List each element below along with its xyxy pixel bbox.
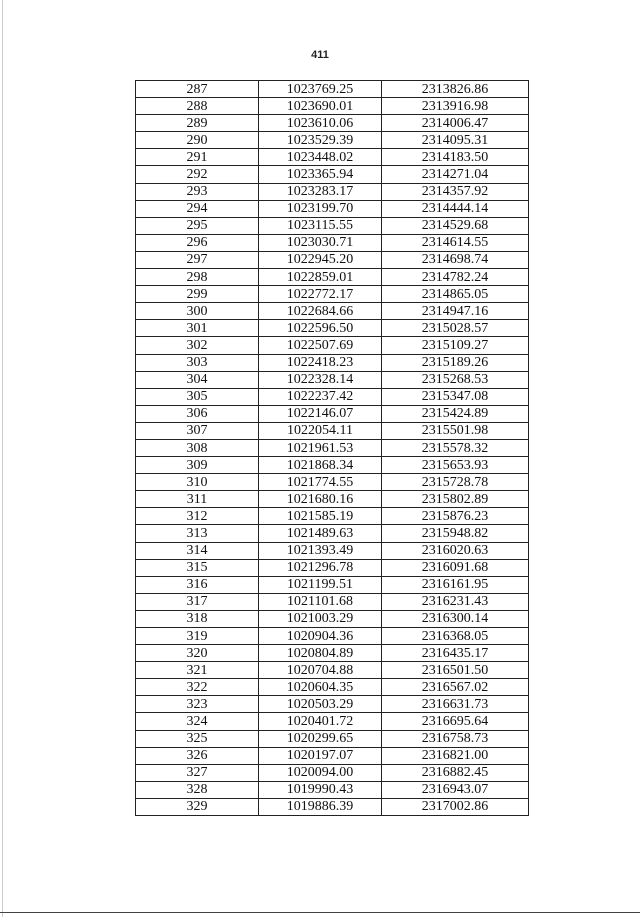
point-number-cell: 323 xyxy=(136,696,259,713)
table-row xyxy=(136,508,529,525)
x-coordinate-cell: 1023199.70 xyxy=(259,200,382,217)
x-coordinate-cell: 1023365.94 xyxy=(259,166,382,183)
x-coordinate-cell: 1022859.01 xyxy=(259,269,382,286)
y-coordinate-cell: 2315728.78 xyxy=(382,474,529,491)
y-coordinate-cell: 2315424.89 xyxy=(382,405,529,422)
table-row xyxy=(136,98,529,115)
table-row xyxy=(136,662,529,679)
y-coordinate-cell: 2316758.73 xyxy=(382,730,529,747)
point-number-cell: 287 xyxy=(136,81,259,98)
x-coordinate-cell: 1021680.16 xyxy=(259,491,382,508)
table-row xyxy=(136,422,529,439)
x-coordinate-cell: 1021489.63 xyxy=(259,525,382,542)
point-number-cell: 289 xyxy=(136,115,259,132)
y-coordinate-cell: 2317002.86 xyxy=(382,798,529,815)
table-row xyxy=(136,576,529,593)
x-coordinate-cell: 1021774.55 xyxy=(259,474,382,491)
x-coordinate-cell: 1019990.43 xyxy=(259,781,382,798)
x-coordinate-cell: 1021296.78 xyxy=(259,559,382,576)
table-row xyxy=(136,645,529,662)
point-number-cell: 311 xyxy=(136,491,259,508)
point-number-cell: 327 xyxy=(136,764,259,781)
point-number-cell: 290 xyxy=(136,132,259,149)
table-row xyxy=(136,166,529,183)
x-coordinate-cell: 1023690.01 xyxy=(259,98,382,115)
table-row xyxy=(136,337,529,354)
x-coordinate-cell: 1023529.39 xyxy=(259,132,382,149)
point-number-cell: 301 xyxy=(136,320,259,337)
table-row xyxy=(136,628,529,645)
x-coordinate-cell: 1022328.14 xyxy=(259,371,382,388)
y-coordinate-cell: 2315802.89 xyxy=(382,491,529,508)
page-left-edge xyxy=(2,0,3,917)
x-coordinate-cell: 1021003.29 xyxy=(259,610,382,627)
point-number-cell: 317 xyxy=(136,593,259,610)
y-coordinate-cell: 2316368.05 xyxy=(382,628,529,645)
y-coordinate-cell: 2314865.05 xyxy=(382,286,529,303)
point-number-cell: 292 xyxy=(136,166,259,183)
table-row xyxy=(136,491,529,508)
x-coordinate-cell: 1021101.68 xyxy=(259,593,382,610)
bottom-rule xyxy=(0,912,640,913)
y-coordinate-cell: 2314614.55 xyxy=(382,234,529,251)
table-row xyxy=(136,679,529,696)
x-coordinate-cell: 1019886.39 xyxy=(259,798,382,815)
point-number-cell: 306 xyxy=(136,405,259,422)
table-row xyxy=(136,610,529,627)
table-row xyxy=(136,217,529,234)
table-row xyxy=(136,593,529,610)
point-number-cell: 320 xyxy=(136,645,259,662)
y-coordinate-cell: 2315876.23 xyxy=(382,508,529,525)
point-number-cell: 288 xyxy=(136,98,259,115)
y-coordinate-cell: 2315268.53 xyxy=(382,371,529,388)
x-coordinate-cell: 1022684.66 xyxy=(259,303,382,320)
point-number-cell: 299 xyxy=(136,286,259,303)
point-number-cell: 316 xyxy=(136,576,259,593)
x-coordinate-cell: 1023769.25 xyxy=(259,81,382,98)
table-row xyxy=(136,405,529,422)
y-coordinate-cell: 2316695.64 xyxy=(382,713,529,730)
point-number-cell: 294 xyxy=(136,200,259,217)
x-coordinate-cell: 1020604.35 xyxy=(259,679,382,696)
y-coordinate-cell: 2315109.27 xyxy=(382,337,529,354)
point-number-cell: 298 xyxy=(136,269,259,286)
table-row xyxy=(136,542,529,559)
x-coordinate-cell: 1021585.19 xyxy=(259,508,382,525)
table-row xyxy=(136,559,529,576)
y-coordinate-cell: 2315578.32 xyxy=(382,439,529,456)
y-coordinate-cell: 2316631.73 xyxy=(382,696,529,713)
x-coordinate-cell: 1021199.51 xyxy=(259,576,382,593)
table-row xyxy=(136,730,529,747)
y-coordinate-cell: 2314357.92 xyxy=(382,183,529,200)
x-coordinate-cell: 1022146.07 xyxy=(259,405,382,422)
point-number-cell: 297 xyxy=(136,251,259,268)
x-coordinate-cell: 1023610.06 xyxy=(259,115,382,132)
page-number: 411 xyxy=(311,49,329,61)
point-number-cell: 305 xyxy=(136,388,259,405)
table-row xyxy=(136,303,529,320)
table-row xyxy=(136,132,529,149)
y-coordinate-cell: 2315189.26 xyxy=(382,354,529,371)
table-row xyxy=(136,320,529,337)
y-coordinate-cell: 2314782.24 xyxy=(382,269,529,286)
x-coordinate-cell: 1020401.72 xyxy=(259,713,382,730)
x-coordinate-cell: 1021961.53 xyxy=(259,439,382,456)
point-number-cell: 328 xyxy=(136,781,259,798)
y-coordinate-cell: 2315501.98 xyxy=(382,422,529,439)
point-number-cell: 326 xyxy=(136,747,259,764)
table-row xyxy=(136,234,529,251)
table-row xyxy=(136,354,529,371)
y-coordinate-cell: 2314529.68 xyxy=(382,217,529,234)
y-coordinate-cell: 2314947.16 xyxy=(382,303,529,320)
x-coordinate-cell: 1022596.50 xyxy=(259,320,382,337)
y-coordinate-cell: 2316091.68 xyxy=(382,559,529,576)
point-number-cell: 291 xyxy=(136,149,259,166)
y-coordinate-cell: 2316161.95 xyxy=(382,576,529,593)
y-coordinate-cell: 2316882.45 xyxy=(382,764,529,781)
x-coordinate-cell: 1020197.07 xyxy=(259,747,382,764)
table-row xyxy=(136,696,529,713)
point-number-cell: 321 xyxy=(136,662,259,679)
table-row xyxy=(136,798,529,815)
x-coordinate-cell: 1023030.71 xyxy=(259,234,382,251)
point-number-cell: 296 xyxy=(136,234,259,251)
table-row xyxy=(136,200,529,217)
point-number-cell: 300 xyxy=(136,303,259,320)
point-number-cell: 310 xyxy=(136,474,259,491)
point-number-cell: 325 xyxy=(136,730,259,747)
y-coordinate-cell: 2314271.04 xyxy=(382,166,529,183)
point-number-cell: 315 xyxy=(136,559,259,576)
y-coordinate-cell: 2315653.93 xyxy=(382,457,529,474)
x-coordinate-cell: 1022772.17 xyxy=(259,286,382,303)
table-row xyxy=(136,183,529,200)
y-coordinate-cell: 2316435.17 xyxy=(382,645,529,662)
y-coordinate-cell: 2315028.57 xyxy=(382,320,529,337)
x-coordinate-cell: 1020503.29 xyxy=(259,696,382,713)
table-row xyxy=(136,457,529,474)
x-coordinate-cell: 1020804.89 xyxy=(259,645,382,662)
x-coordinate-cell: 1021393.49 xyxy=(259,542,382,559)
table-row xyxy=(136,115,529,132)
point-number-cell: 318 xyxy=(136,610,259,627)
x-coordinate-cell: 1022054.11 xyxy=(259,422,382,439)
point-number-cell: 312 xyxy=(136,508,259,525)
table-row xyxy=(136,474,529,491)
x-coordinate-cell: 1022945.20 xyxy=(259,251,382,268)
y-coordinate-cell: 2316943.07 xyxy=(382,781,529,798)
x-coordinate-cell: 1022418.23 xyxy=(259,354,382,371)
table-row xyxy=(136,525,529,542)
x-coordinate-cell: 1020904.36 xyxy=(259,628,382,645)
y-coordinate-cell: 2316300.14 xyxy=(382,610,529,627)
y-coordinate-cell: 2315347.08 xyxy=(382,388,529,405)
table-row xyxy=(136,149,529,166)
x-coordinate-cell: 1020704.88 xyxy=(259,662,382,679)
point-number-cell: 313 xyxy=(136,525,259,542)
y-coordinate-cell: 2314183.50 xyxy=(382,149,529,166)
table-row xyxy=(136,781,529,798)
point-number-cell: 324 xyxy=(136,713,259,730)
y-coordinate-cell: 2314006.47 xyxy=(382,115,529,132)
y-coordinate-cell: 2314698.74 xyxy=(382,251,529,268)
table-row xyxy=(136,388,529,405)
y-coordinate-cell: 2315948.82 xyxy=(382,525,529,542)
point-number-cell: 309 xyxy=(136,457,259,474)
table-row xyxy=(136,439,529,456)
y-coordinate-cell: 2313916.98 xyxy=(382,98,529,115)
y-coordinate-cell: 2316231.43 xyxy=(382,593,529,610)
point-number-cell: 314 xyxy=(136,542,259,559)
x-coordinate-cell: 1020094.00 xyxy=(259,764,382,781)
point-number-cell: 308 xyxy=(136,439,259,456)
x-coordinate-cell: 1023283.17 xyxy=(259,183,382,200)
point-number-cell: 295 xyxy=(136,217,259,234)
coordinates-table xyxy=(135,80,529,816)
table-row xyxy=(136,286,529,303)
x-coordinate-cell: 1023115.55 xyxy=(259,217,382,234)
y-coordinate-cell: 2316567.02 xyxy=(382,679,529,696)
point-number-cell: 303 xyxy=(136,354,259,371)
point-number-cell: 304 xyxy=(136,371,259,388)
y-coordinate-cell: 2316821.00 xyxy=(382,747,529,764)
point-number-cell: 319 xyxy=(136,628,259,645)
table-row xyxy=(136,251,529,268)
y-coordinate-cell: 2313826.86 xyxy=(382,81,529,98)
point-number-cell: 329 xyxy=(136,798,259,815)
y-coordinate-cell: 2316501.50 xyxy=(382,662,529,679)
table-row xyxy=(136,269,529,286)
point-number-cell: 293 xyxy=(136,183,259,200)
y-coordinate-cell: 2314095.31 xyxy=(382,132,529,149)
y-coordinate-cell: 2314444.14 xyxy=(382,200,529,217)
point-number-cell: 322 xyxy=(136,679,259,696)
x-coordinate-cell: 1020299.65 xyxy=(259,730,382,747)
point-number-cell: 302 xyxy=(136,337,259,354)
x-coordinate-cell: 1021868.34 xyxy=(259,457,382,474)
y-coordinate-cell: 2316020.63 xyxy=(382,542,529,559)
point-number-cell: 307 xyxy=(136,422,259,439)
table-row xyxy=(136,81,529,98)
x-coordinate-cell: 1023448.02 xyxy=(259,149,382,166)
table-row xyxy=(136,747,529,764)
table-row xyxy=(136,371,529,388)
table-row xyxy=(136,713,529,730)
table-row xyxy=(136,764,529,781)
x-coordinate-cell: 1022507.69 xyxy=(259,337,382,354)
coordinates-table-body xyxy=(136,81,529,816)
x-coordinate-cell: 1022237.42 xyxy=(259,388,382,405)
